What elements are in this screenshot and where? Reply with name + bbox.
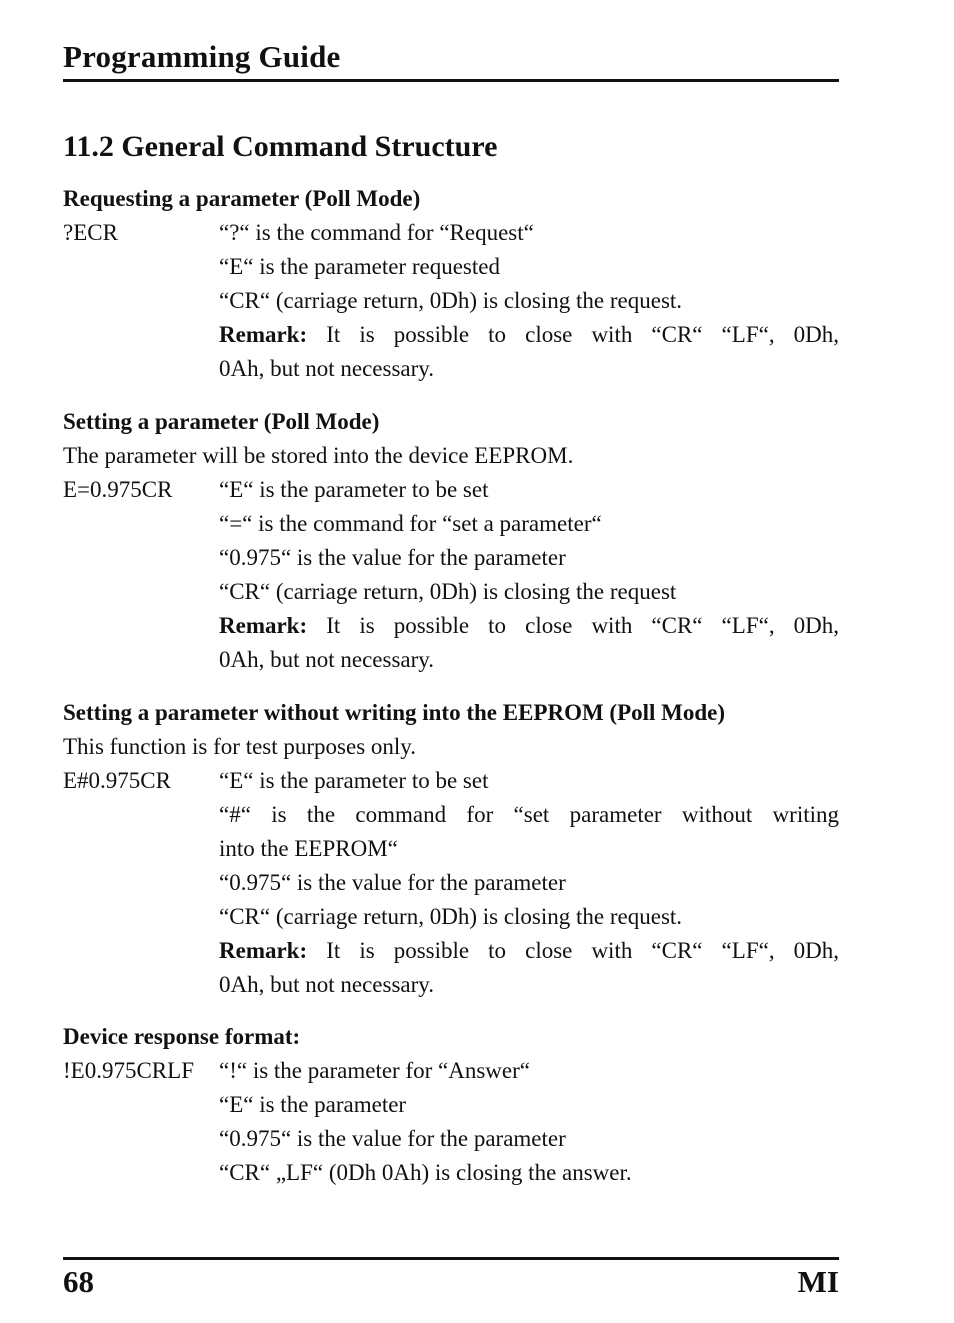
set-command: E=0.975CR: [63, 477, 173, 502]
remark-line: [219, 318, 839, 352]
set-heading: Setting a parameter (Poll Mode): [63, 409, 380, 434]
desc-line: “0.975“ is the value for the parameter: [219, 870, 566, 895]
remark-label: Remark:: [219, 613, 308, 638]
set-command-row: [63, 473, 839, 677]
remark-text: It is possible to close with “CR“ “LF“, 0Dh,: [326, 938, 839, 963]
desc-line: “CR“ (carriage return, 0Dh) is closing the request.: [219, 288, 683, 313]
remark-label: Remark:: [219, 322, 308, 347]
page-footer: [63, 1264, 839, 1300]
desc-line: “#“ is the command for “set parameter without writing: [219, 802, 839, 827]
remark-line: [219, 934, 839, 968]
set-description: [219, 473, 839, 677]
desc-line: “0.975“ is the value for the parameter: [219, 545, 566, 570]
desc-line: “CR“ „LF“ (0Dh 0Ah) is closing the answer.: [219, 1160, 632, 1185]
desc-line: “0.975“ is the value for the parameter: [219, 1126, 566, 1151]
footer-label: MI: [797, 1264, 839, 1299]
remark-text: It is possible to close with “CR“ “LF“, 0Dh,: [326, 322, 839, 347]
header-rule: [63, 79, 839, 82]
request-command: ?ECR: [63, 220, 118, 245]
desc-line: “CR“ (carriage return, 0Dh) is closing the request.: [219, 904, 683, 929]
remark-line-2: 0Ah, but not necessary.: [219, 647, 435, 672]
section-title: 11.2 General Command Structure: [63, 130, 498, 163]
desc-line: “!“ is the parameter for “Answer“: [219, 1058, 530, 1083]
set-intro: The parameter will be stored into the device EEPROM.: [63, 443, 574, 468]
remark-label: Remark:: [219, 938, 308, 963]
desc-line: “E“ is the parameter to be set: [219, 768, 489, 793]
response-command: !E0.975CRLF: [63, 1058, 194, 1083]
content: [63, 182, 839, 1190]
desc-line: “=“ is the command for “set a parameter“: [219, 511, 602, 536]
set-noeeprom-description: [219, 764, 839, 1002]
desc-line: “CR“ (carriage return, 0Dh) is closing the request: [219, 579, 677, 604]
set-noeeprom-intro: This function is for test purposes only.: [63, 734, 417, 759]
request-command-row: [63, 216, 839, 386]
response-description: [219, 1054, 839, 1190]
set-noeeprom-command: E#0.975CR: [63, 768, 171, 793]
desc-line: “?“ is the command for “Request“: [219, 220, 534, 245]
footer-rule: [63, 1257, 839, 1260]
desc-line: “E“ is the parameter to be set: [219, 477, 489, 502]
response-command-row: [63, 1054, 839, 1190]
page-number: 68: [63, 1264, 94, 1299]
running-header: Programming Guide: [63, 39, 341, 74]
desc-line: into the EEPROM“: [219, 836, 398, 861]
remark-line-2: 0Ah, but not necessary.: [219, 972, 435, 997]
remark-text: It is possible to close with “CR“ “LF“, 0Dh,: [326, 613, 839, 638]
response-heading: Device response format:: [63, 1024, 301, 1049]
set-noeeprom-command-row: [63, 764, 839, 1002]
remark-line: [219, 609, 839, 643]
desc-line: “E“ is the parameter: [219, 1092, 407, 1117]
request-description: [219, 216, 839, 386]
set-noeeprom-heading: Setting a parameter without writing into the EEPROM (Poll Mode): [63, 700, 726, 725]
desc-line: “E“ is the parameter requested: [219, 254, 500, 279]
remark-line-2: 0Ah, but not necessary.: [219, 356, 435, 381]
request-heading: Requesting a parameter (Poll Mode): [63, 186, 421, 211]
